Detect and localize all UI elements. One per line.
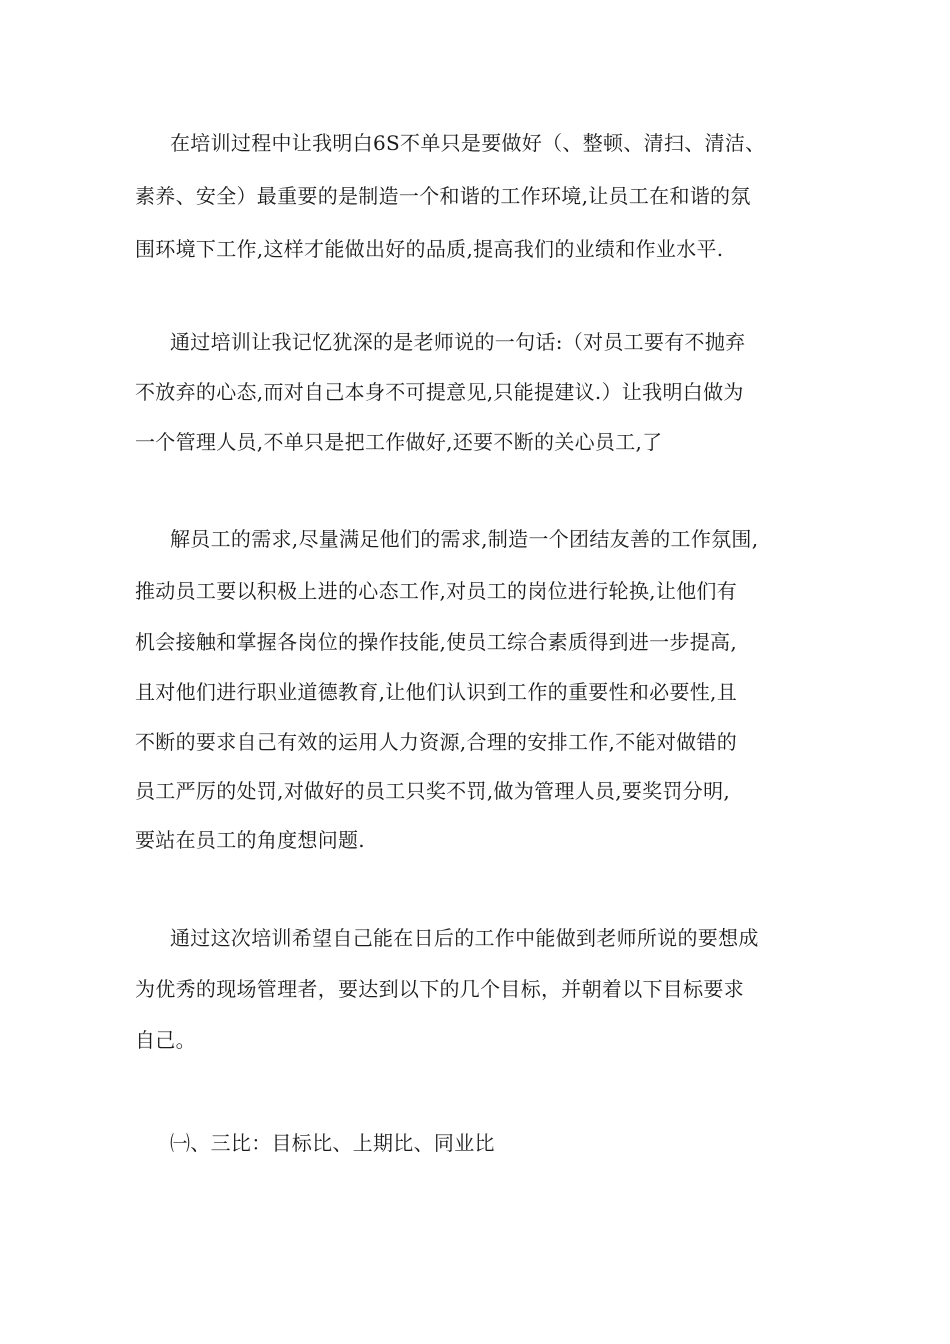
paragraph-line: 员工严厉的处罚,对做好的员工只奖不罚,做为管理人员,要奖罚分明, xyxy=(135,779,731,803)
paragraph-line: 一个管理人员,不单只是把工作做好,还要不断的关心员工,了 xyxy=(135,430,663,454)
paragraph-line: 素养、安全）最重要的是制造一个和谐的工作环境,让员工在和谐的氛 xyxy=(135,184,751,208)
paragraph-line: 解员工的需求,尽量满足他们的需求,制造一个团结友善的工作氛围, xyxy=(170,527,759,551)
paragraph-line: 机会接触和掌握各岗位的操作技能,使员工综合素质得到进一步提高, xyxy=(135,630,738,654)
paragraph-line: 为优秀的现场管理者，要达到以下的几个目标，并朝着以下目标要求 xyxy=(135,977,744,1001)
paragraph-line: 不放弃的心态,而对自己本身不可提意见,只能提建议.）让我明白做为 xyxy=(135,380,744,404)
section-heading: ㈠、三比：目标比、上期比、同业比 xyxy=(170,1131,495,1155)
paragraph-line: 自己。 xyxy=(135,1028,196,1052)
paragraph-line: 在培训过程中让我明白6S不单只是要做好（、整顿、清扫、清洁、 xyxy=(170,131,766,155)
paragraph-line: 不断的要求自己有效的运用人力资源,合理的安排工作,不能对做错的 xyxy=(135,730,738,754)
paragraph-line: 要站在员工的角度想问题. xyxy=(135,828,365,852)
paragraph-line: 通过培训让我记忆犹深的是老师说的一句话:（对员工要有不抛弃 xyxy=(170,330,746,354)
paragraph-line: 推动员工要以积极上进的心态工作,对员工的岗位进行轮换,让他们有 xyxy=(135,579,738,603)
paragraph-line: 且对他们进行职业道德教育,让他们认识到工作的重要性和必要性,且 xyxy=(135,680,738,704)
paragraph-line: 围环境下工作,这样才能做出好的品质,提高我们的业绩和作业水平. xyxy=(135,237,724,261)
paragraph-line: 通过这次培训希望自己能在日后的工作中能做到老师所说的要想成 xyxy=(170,926,759,950)
